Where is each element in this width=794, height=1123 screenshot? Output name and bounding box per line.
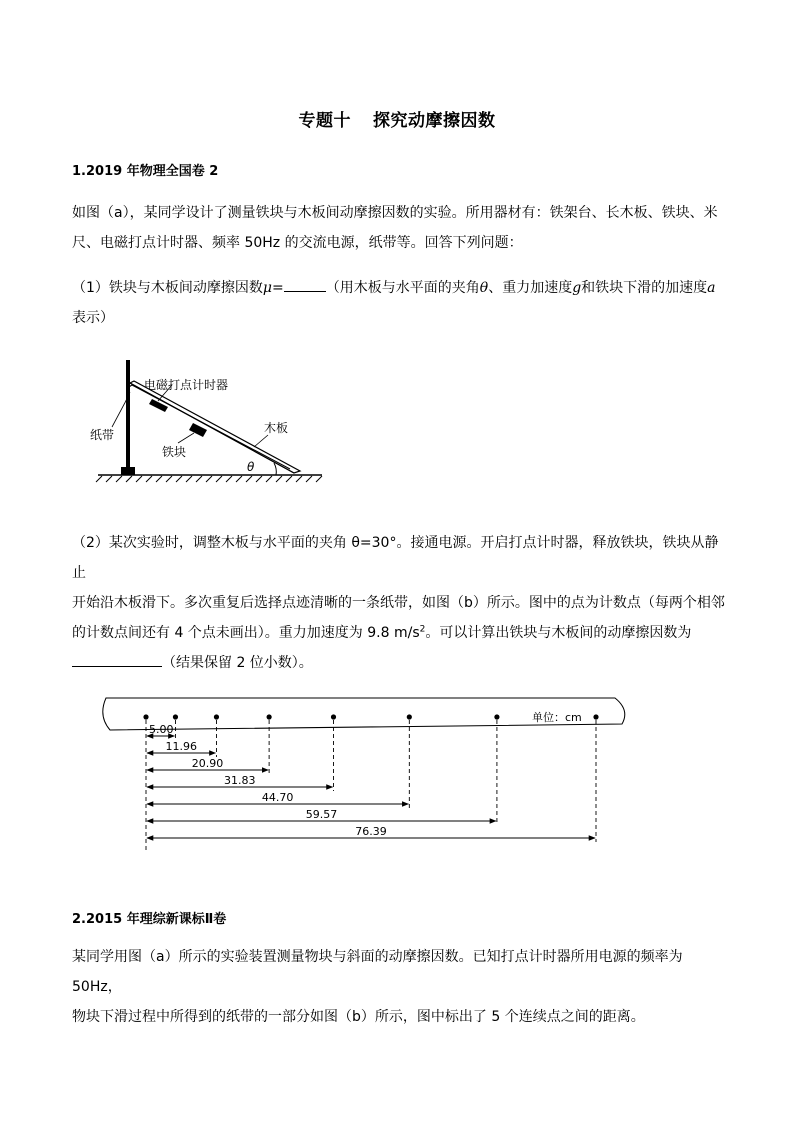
q1-heading: 1.2019 年物理全国卷 2 xyxy=(72,164,219,179)
title-main: 专题十 xyxy=(298,111,351,131)
stand-pole xyxy=(126,360,130,470)
distance-label: 31.83 xyxy=(224,774,256,787)
q1-part1 xyxy=(72,273,732,333)
figure-b-paper-tape xyxy=(100,690,630,860)
q1-part2 xyxy=(72,528,732,678)
q1-part1-line1: （1）铁块与木板间动摩擦因数μ= （用木板与水平面的夹角θ、重力加速度g和铁块下滑的加速度a xyxy=(72,280,716,296)
counting-point xyxy=(331,714,336,719)
q1-part2-line4: （结果保留 2 位小数）。 xyxy=(72,648,732,678)
q1-intro xyxy=(72,198,732,258)
counting-point xyxy=(407,714,412,719)
ground-hatching xyxy=(96,476,322,482)
figure-a-apparatus xyxy=(90,355,330,485)
q2-body xyxy=(72,942,732,1032)
unit-label: 单位：cm xyxy=(532,711,582,724)
answer-blank-2[interactable] xyxy=(72,652,162,667)
q2-line2: 物块下滑过程中所得到的纸带的一部分如图（b）所示，图中标出了 5 个连续点之间的距离。 xyxy=(72,1009,645,1025)
counting-point xyxy=(593,714,598,719)
distance-label: 44.70 xyxy=(261,791,294,804)
mu-symbol: μ xyxy=(262,280,273,296)
distance-label: 11.96 xyxy=(165,740,197,753)
counting-point xyxy=(143,714,148,719)
q1-part2-line3: 的计数点间还有 4 个点未画出）。重力加速度为 9.8 $m/s^2$。可以计算出铁块与木板间的动摩擦因数为 xyxy=(72,624,692,641)
label-board: 木板 xyxy=(264,421,289,435)
label-theta: θ xyxy=(247,460,255,474)
page-title xyxy=(0,106,794,131)
counting-point xyxy=(494,714,499,719)
distance-label: 76.39 xyxy=(355,825,387,838)
q2-heading: 2.2015 年理综新课标Ⅱ卷 xyxy=(72,912,227,927)
q2-line1: 某同学用图（a）所示的实验装置测量物块与斜面的动摩擦因数。已知打点计时器所用电源的频率为 50Hz， xyxy=(72,949,683,995)
label-timer: 电磁打点计时器 xyxy=(144,378,229,392)
label-tape: 纸带 xyxy=(90,428,115,442)
q1-part2-line2: 开始沿木板滑下。多次重复后选择点迹清晰的一条纸带，如图（b）所示。图中的点为计数点（每两个相邻 xyxy=(72,595,725,611)
distance-label: 59.57 xyxy=(305,808,338,821)
distance-label: 20.90 xyxy=(191,757,224,770)
q1-intro-line1: 如图（a），某同学设计了测量铁块与木板间动摩擦因数的实验。所用器材有：铁架台、长木板、铁块、米 xyxy=(72,205,718,221)
counting-point xyxy=(214,714,219,719)
distance-label: 5.00 xyxy=(149,723,174,736)
label-block: 铁块 xyxy=(162,445,187,459)
counting-point xyxy=(173,714,178,719)
answer-blank-1[interactable] xyxy=(284,291,326,292)
title-sub: 探究动摩擦因数 xyxy=(373,111,496,131)
angle-arc xyxy=(274,463,276,475)
q1-part2-line1: （2）某次实验时，调整木板与水平面的夹角 θ=30°。接通电源。开启打点计时器，释放铁块，铁块从静止 xyxy=(72,535,719,581)
q1-part1-line2: 表示） xyxy=(72,310,114,326)
q1-intro-line2: 尺、电磁打点计时器、频率 50Hz 的交流电源，纸带等。回答下列问题： xyxy=(72,235,523,251)
counting-point xyxy=(267,714,272,719)
stand-base xyxy=(121,467,135,475)
